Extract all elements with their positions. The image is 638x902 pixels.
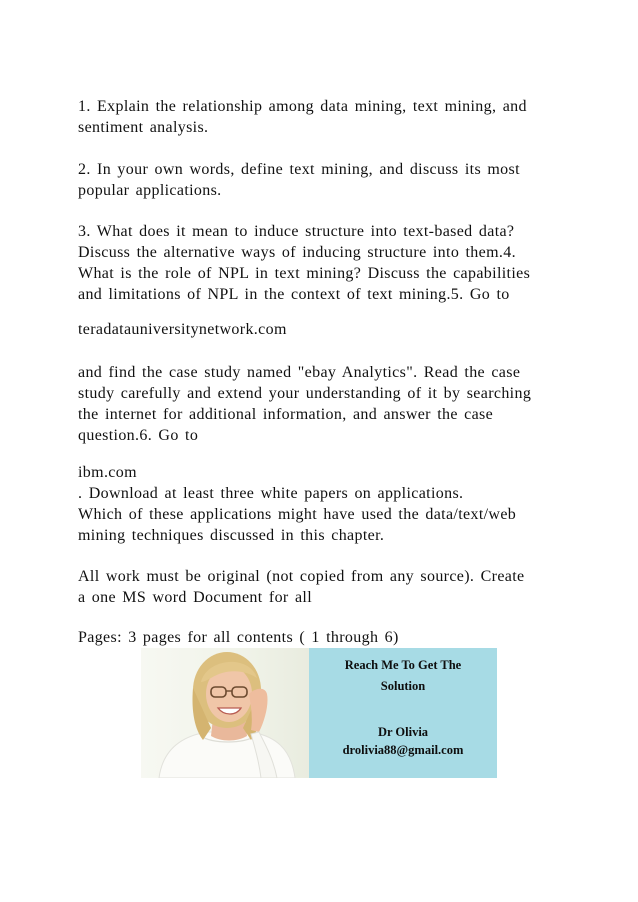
text-line: popular applications. — [78, 182, 222, 199]
text-line: sentiment analysis. — [78, 119, 209, 136]
text-line: What is the role of NPL in text mining? Discuss the capabilities — [78, 265, 531, 282]
text-line: Pages: 3 pages for all contents ( 1 through 6) — [78, 629, 399, 646]
text-line: Discuss the alternative ways of inducing structure into them.4. — [78, 244, 516, 261]
woman-illustration — [141, 648, 309, 778]
text-line: . Download at least three white papers on applications. — [78, 485, 464, 502]
text-line: the internet for additional information, and answer the case — [78, 406, 494, 423]
text-line: and limitations of NPL in the context of text mining.5. Go to — [78, 286, 510, 303]
text-line: teradatauniversitynetwork.com — [78, 321, 287, 338]
text-line: and find the case study named "ebay Analytics". Read the case — [78, 364, 521, 381]
text-line: Which of these applications might have used the data/text/web — [78, 506, 517, 523]
contact-email[interactable]: drolivia88@gmail.com — [342, 743, 464, 757]
promo-heading: Reach Me To Get The — [344, 658, 462, 672]
contact-panel — [309, 648, 497, 778]
text-line: mining techniques discussed in this chapter. — [78, 527, 385, 544]
promo-subheading: Solution — [380, 679, 426, 693]
text-line: 1. Explain the relationship among data mining, text mining, and — [78, 98, 527, 115]
promo-banner — [141, 648, 497, 778]
text-line: question.6. Go to — [78, 427, 199, 444]
text-line: study carefully and extend your understanding of it by searching — [78, 385, 532, 402]
text-line: ibm.com — [78, 464, 137, 481]
smiling-woman-photo — [141, 648, 309, 778]
text-line: a one MS word Document for all — [78, 589, 313, 606]
text-line: All work must be original (not copied from any source). Create — [78, 568, 525, 585]
contact-name: Dr Olivia — [377, 725, 429, 739]
text-line: 2. In your own words, define text mining, and discuss its most — [78, 161, 520, 178]
text-line: 3. What does it mean to induce structure into text-based data? — [78, 223, 515, 240]
